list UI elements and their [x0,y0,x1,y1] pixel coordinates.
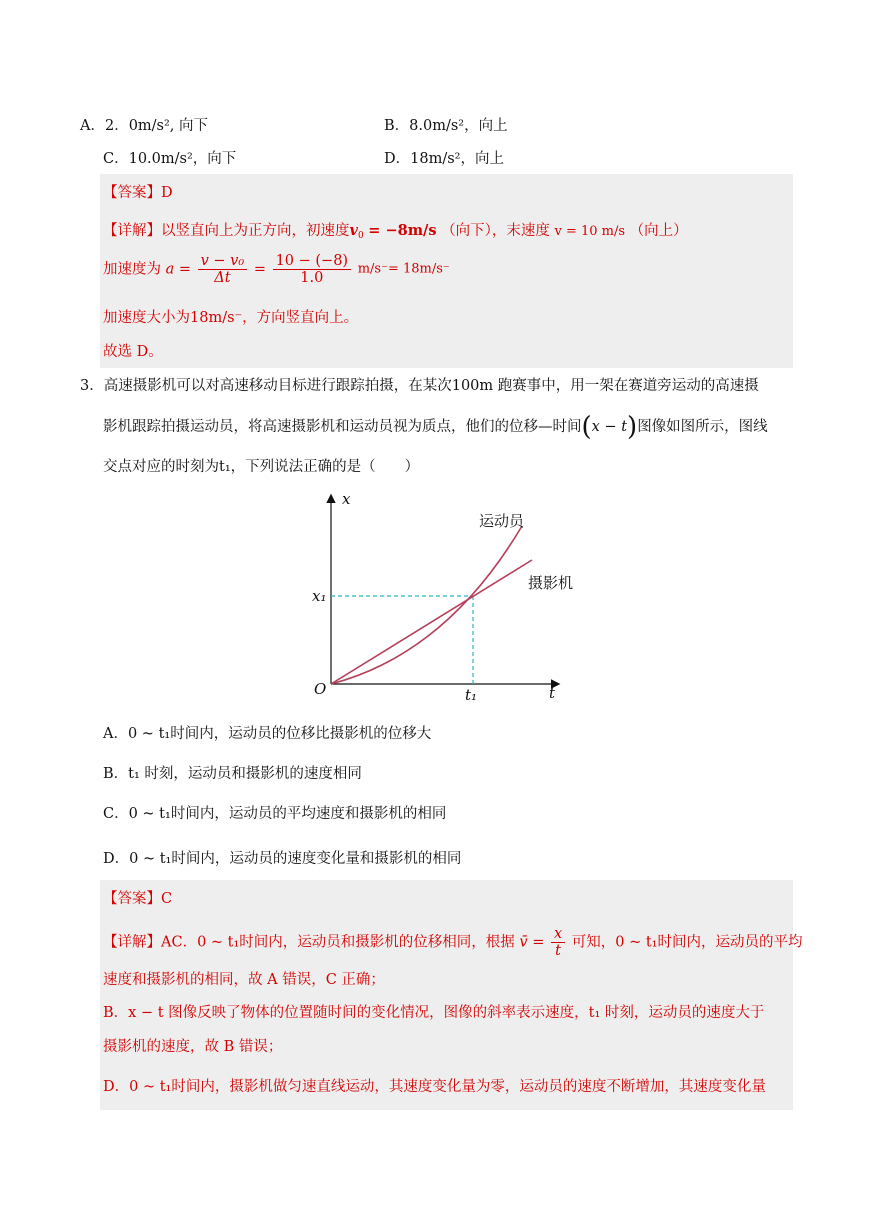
origin-label: O [314,680,327,698]
q2-accel-result: m/s⁻= 18m/s⁻ [357,261,450,277]
camera-label: 摄影机 [528,574,574,592]
q2-frac1-den: Δt [214,270,231,286]
q3-answer-line: 【答案】C [103,891,173,907]
q3-option-b: B．t₁ 时刻，运动员和摄影机的速度相同 [103,766,362,782]
athlete-label: 运动员 [479,512,525,530]
athlete-curve [331,526,522,684]
t1-label: t₁ [465,686,478,704]
camera-line [331,560,532,684]
x1-label: x₁ [312,587,327,605]
q3-frac-xt: $\frac{x}{t}$ [551,926,565,959]
q2-v-value: v = 10 m/s [554,224,626,239]
q2-detail-line: 【详解】以竖直向上为正方向，初速度$v_0 = -8m/s$ （向下），末速度 v = 10 m/s （向上） [103,222,688,241]
q2-option-c: C．10.0m/s²，向下 [103,151,237,167]
q3-xt: x − t [591,419,628,435]
q3-stem-line-3: 交点对应的时刻为t₁，下列说法正确的是（ ） [103,459,420,475]
q3-stem-line-1: 3．高速摄影机可以对高速移动目标进行跟踪拍摄，在某次100m 跑赛事中，用一架在赛道旁运动的高速摄 [80,378,759,394]
q2-accel-prefix: 加速度为 [103,261,161,278]
q3-stem-line-2: 影机跟踪拍摄运动员，将高速摄影机和运动员视为质点，他们的位移—时间(x − t)图像如图所示，图线 [103,412,768,442]
q2-v0-dir: （向下），末速度 [441,223,550,239]
q2-detail-prefix: 【详解】以竖直向上为正方向，初速度 [103,223,350,239]
q2-frac-1 [198,253,248,286]
q3-option-c: C．0 ~ t₁时间内，运动员的平均速度和摄影机的相同 [103,806,447,822]
q3-detail-ac-line-1: 【详解】AC．0 ~ t₁时间内，运动员和摄影机的位移相同，根据 v̄ = $\frac{x}{t}$ 可知，0 ~ t₁时间内，运动员的平均 [103,926,803,959]
q3-answer-panel [100,880,793,1110]
q2-accel-line: 加速度为 a = $\frac{\text{v − v₀}}{\Delta t}$ = $\frac{10 - (-8)}{1.0}$ m/s⁻= 18m/s⁻ [103,253,450,286]
q3-vbar: v̄ = [519,934,545,951]
y-axis-label: x [342,490,351,508]
xt-graph [300,488,590,708]
x-axis-label: t [549,684,556,702]
q2-choice-line: 故选 D。 [103,344,163,360]
q2-frac2-den: 1.0 [300,270,324,286]
q3-detail-ac-line-2: 速度和摄影机的相同，故 A 错误，C 正确； [103,972,385,988]
q2-frac1-num: v − v₀ [198,253,248,270]
q3-option-d: D．0 ~ t₁时间内，运动员的速度变化量和摄影机的相同 [103,851,462,867]
q3-detail-b-line-2: 摄影机的速度，故 B 错误； [103,1039,283,1055]
q2-accel-a: a = [165,261,192,278]
q2-option-b: B．8.0m/s²，向上 [384,118,508,134]
q2-option-d: D．18m/s²，向上 [384,151,504,167]
q2-v0-value: = −8m/s [368,222,437,239]
q3-option-a: A．0 ~ t₁时间内，运动员的位移比摄影机的位移大 [103,726,432,742]
q2-magnitude-line: 加速度大小为18m/s⁻，方向竖直向上。 [103,310,359,326]
q2-frac-2 [273,253,352,286]
q3-detail-b-line-1: B．x − t 图像反映了物体的位置随时间的变化情况，图像的斜率表示速度，t₁ 时刻，运动员的速度大于 [103,1005,765,1021]
q2-v-dir: （向上） [629,223,688,239]
q2-option-a: A．2．0m/s², 向下 [80,118,209,134]
q2-answer-line: 【答案】D [103,185,173,201]
q3-detail-d-line-1: D．0 ~ t₁时间内，摄影机做匀速直线运动，其速度变化量为零，运动员的速度不断增加，其速度变化量 [103,1079,766,1095]
q2-frac2-num: 10 − (−8) [273,253,352,270]
